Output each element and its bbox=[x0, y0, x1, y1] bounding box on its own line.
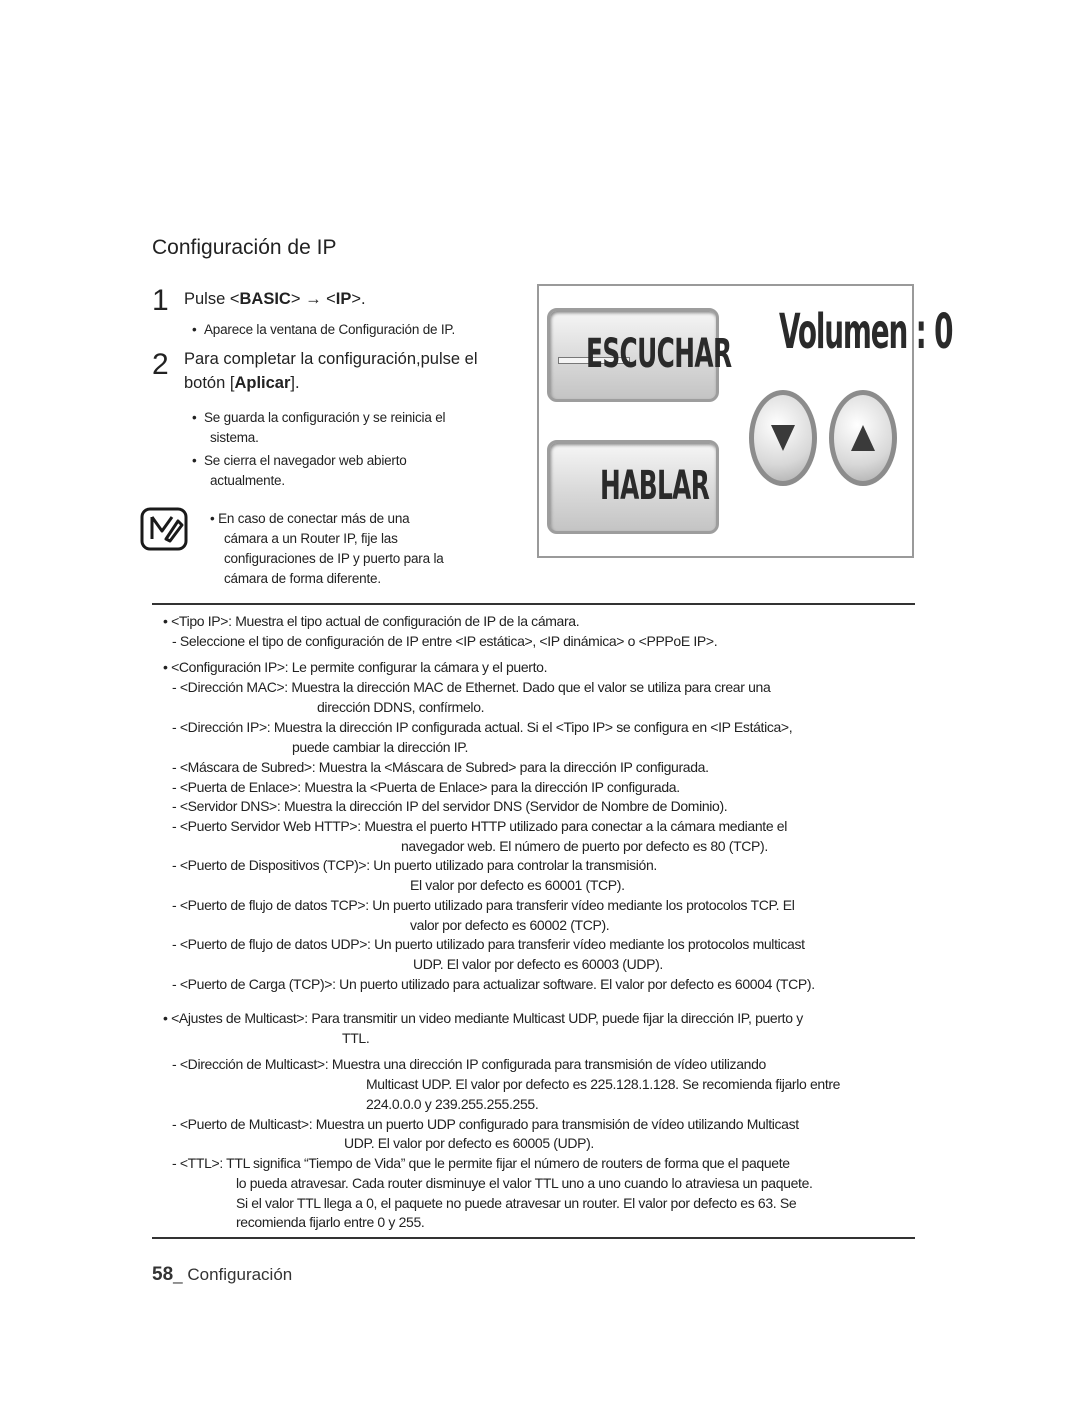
details-line-24: - <Puerto de Multicast>: Muestra un puerto UDP configurado para transmisión de vídeo utilizando Multicast bbox=[172, 1116, 799, 1132]
page-number: 58 bbox=[152, 1264, 174, 1285]
details-line-25: UDP. El valor por defecto es 60005 (UDP). bbox=[344, 1135, 594, 1151]
volume-down-button[interactable] bbox=[749, 390, 817, 486]
step-2-bullet-2: • Se cierra el navegador web abierto actualmente. bbox=[192, 453, 407, 488]
note-pencil-icon bbox=[140, 507, 188, 551]
ui-screenshot bbox=[537, 284, 953, 558]
listen-button-label: ESCUCHAR bbox=[586, 331, 732, 377]
step-1-text: Pulse <BASIC> → <IP>. bbox=[184, 290, 366, 308]
details-line-0: • <Tipo IP>: Muestra el tipo actual de configuración de IP de la cámara. bbox=[163, 613, 580, 629]
details-line-27: lo pueda atravesar. Cada router disminuye el valor TTL uno a uno cuando lo atraviesa un paquete. bbox=[236, 1175, 813, 1191]
details-line-4: dirección DDNS, confírmelo. bbox=[317, 699, 485, 715]
details-line-20: TTL. bbox=[342, 1030, 370, 1046]
details-line-7: - <Máscara de Subred>: Muestra la <Máscara de Subred> para la dirección IP configurada. bbox=[172, 759, 709, 775]
details-line-5: - <Dirección IP>: Muestra la dirección IP configurada actual. Si el <Tipo IP> se configura en <IP Estática>, bbox=[172, 719, 793, 735]
details-line-9: - <Servidor DNS>: Muestra la dirección IP del servidor DNS (Servidor de Nombre de Dominio). bbox=[172, 798, 728, 814]
details-line-29: recomienda fijarlo entre 0 y 255. bbox=[236, 1214, 425, 1230]
talk-button-label: HABLAR bbox=[600, 463, 710, 509]
footer-chapter: Configuración bbox=[187, 1265, 293, 1284]
section-title: Configuración de IP bbox=[152, 236, 337, 259]
details-line-23: 224.0.0.0 y 239.255.255.255. bbox=[366, 1096, 539, 1112]
step-2-number: 2 bbox=[152, 348, 169, 381]
details-line-2: • <Configuración IP>: Le permite configurar la cámara y el puerto. bbox=[163, 659, 548, 675]
details-line-1: - Seleccione el tipo de configuración de IP entre <IP estática>, <IP dinámica> o <PPPoE IP>. bbox=[172, 633, 718, 649]
step-2-bullet-1: • Se guarda la configuración y se reinicia el sistema. bbox=[192, 410, 446, 445]
details-line-8: - <Puerta de Enlace>: Muestra la <Puerta de Enlace> para la dirección IP configurada. bbox=[172, 779, 680, 795]
details-line-18: - <Puerto de Carga (TCP)>: Un puerto utilizado para actualizar software. El valor por defecto es 60004 (TCP). bbox=[172, 976, 815, 992]
divider-top bbox=[152, 603, 915, 605]
details-line-16: - <Puerto de flujo de datos UDP>: Un puerto utilizado para transferir vídeo mediante los protocolos multicast bbox=[172, 936, 805, 952]
details-line-15: valor por defecto es 60002 (TCP). bbox=[410, 917, 610, 933]
triangle-down-icon bbox=[769, 423, 797, 453]
details-line-21: - <Dirección de Multicast>: Muestra una dirección IP configurada para transmisión de vídeo utilizando bbox=[172, 1056, 766, 1072]
details-line-10: - <Puerto Servidor Web HTTP>: Muestra el puerto HTTP utilizado para conectar a la cámara mediante el bbox=[172, 818, 788, 834]
footer-separator: _ bbox=[173, 1265, 183, 1284]
details-line-17: UDP. El valor por defecto es 60003 (UDP). bbox=[413, 956, 663, 972]
details-line-22: Multicast UDP. El valor por defecto es 225.128.1.128. Se recomienda fijarlo entre bbox=[366, 1076, 841, 1092]
talk-button[interactable] bbox=[547, 440, 719, 534]
details-line-3: - <Dirección MAC>: Muestra la dirección MAC de Ethernet. Dado que el valor se utiliza para crear una bbox=[172, 679, 771, 695]
listen-button[interactable] bbox=[547, 308, 732, 402]
page-footer bbox=[152, 1264, 292, 1286]
details-line-13: El valor por defecto es 60001 (TCP). bbox=[410, 877, 625, 893]
triangle-up-icon bbox=[849, 423, 877, 453]
step-1-number: 1 bbox=[152, 284, 169, 317]
volume-up-button[interactable] bbox=[829, 390, 897, 486]
step-2-line-1: Para completar la configuración,pulse el bbox=[184, 350, 478, 368]
divider-bottom bbox=[152, 1237, 915, 1239]
details-line-28: Si el valor TTL llega a 0, el paquete no puede atravesar un router. El valor por defecto es 63. Se bbox=[236, 1195, 797, 1211]
details-line-11: navegador web. El número de puerto por defecto es 80 (TCP). bbox=[401, 838, 768, 854]
step-2-line-2: botón [Aplicar]. bbox=[184, 374, 300, 392]
details-line-12: - <Puerto de Dispositivos (TCP)>: Un puerto utilizado para controlar la transmisión. bbox=[172, 857, 657, 873]
details-line-6: puede cambiar la dirección IP. bbox=[292, 739, 469, 755]
details-line-26: - <TTL>: TTL significa “Tiempo de Vida” que le permite fijar el número de routers de forma que el paquete bbox=[172, 1155, 790, 1171]
note-text: • En caso de conectar más de una cámara a un Router IP, fije las configuraciones de IP y puerto para la cámara de forma diferente. bbox=[210, 511, 444, 586]
details-line-14: - <Puerto de flujo de datos TCP>: Un puerto utilizado para transferir vídeo mediante los protocolos TCP. El bbox=[172, 897, 795, 913]
step-1-bullet: • Aparece la ventana de Configuración de IP. bbox=[192, 322, 456, 337]
volume-label: Volumen : 0 bbox=[779, 304, 953, 360]
details-line-19: • <Ajustes de Multicast>: Para transmitir un video mediante Multicast UDP, puede fijar la dirección IP, puerto y bbox=[163, 1010, 803, 1026]
